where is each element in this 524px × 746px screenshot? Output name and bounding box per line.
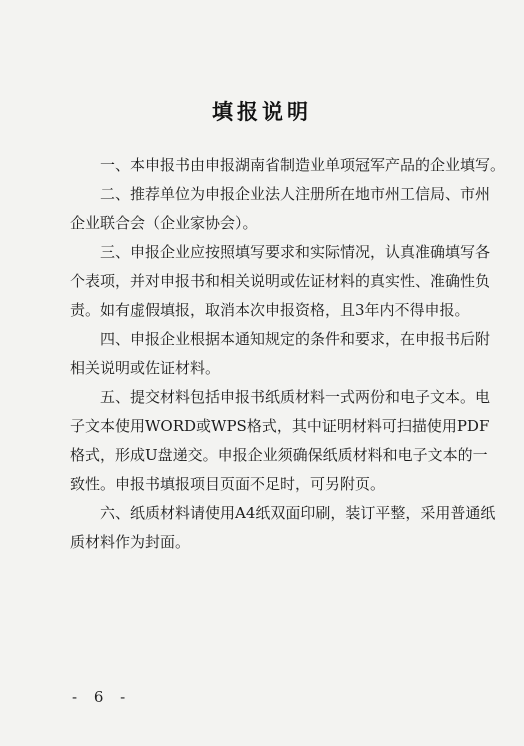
instruction-6-line-1: 六、纸质材料请使用A4纸双面印刷，装订平整，采用普通纸: [100, 504, 496, 522]
page-number: - 6 -: [72, 688, 132, 706]
instruction-5-line-2: 子文本使用WORD或WPS格式，其中证明材料可扫描使用PDF: [70, 417, 490, 435]
instruction-5-line-3: 格式，形成U盘递交。申报企业须确保纸质材料和电子文本的一: [70, 446, 488, 464]
instruction-3-line-2: 个表项，并对申报书和相关说明或佐证材料的真实性、准确性负: [70, 272, 491, 290]
instruction-3-line-1: 三、申报企业应按照填写要求和实际情况，认真准确填写各: [100, 243, 491, 261]
instruction-6-line-2: 质材料作为封面。: [70, 533, 191, 551]
instruction-4-line-2: 相关说明或佐证材料。: [70, 359, 221, 377]
instruction-3-line-3: 责。如有虚假填报，取消本次申报资格，且3年内不得申报。: [70, 301, 470, 319]
instruction-1-line-1: 一、本申报书由申报湖南省制造业单项冠军产品的企业填写。: [100, 156, 506, 174]
instruction-5-line-4: 致性。申报书填报项目页面不足时，可另附页。: [70, 475, 386, 493]
instruction-2-line-2: 企业联合会（企业家协会）。: [70, 214, 258, 232]
instruction-2-line-1: 二、推荐单位为申报企业法人注册所在地市州工信局、市州: [100, 185, 491, 203]
instruction-4-line-1: 四、申报企业根据本通知规定的条件和要求，在申报书后附: [100, 330, 491, 348]
document-title: 填报说明: [212, 99, 312, 124]
instruction-5-line-1: 五、提交材料包括申报书纸质材料一式两份和电子文本。电: [100, 388, 491, 406]
